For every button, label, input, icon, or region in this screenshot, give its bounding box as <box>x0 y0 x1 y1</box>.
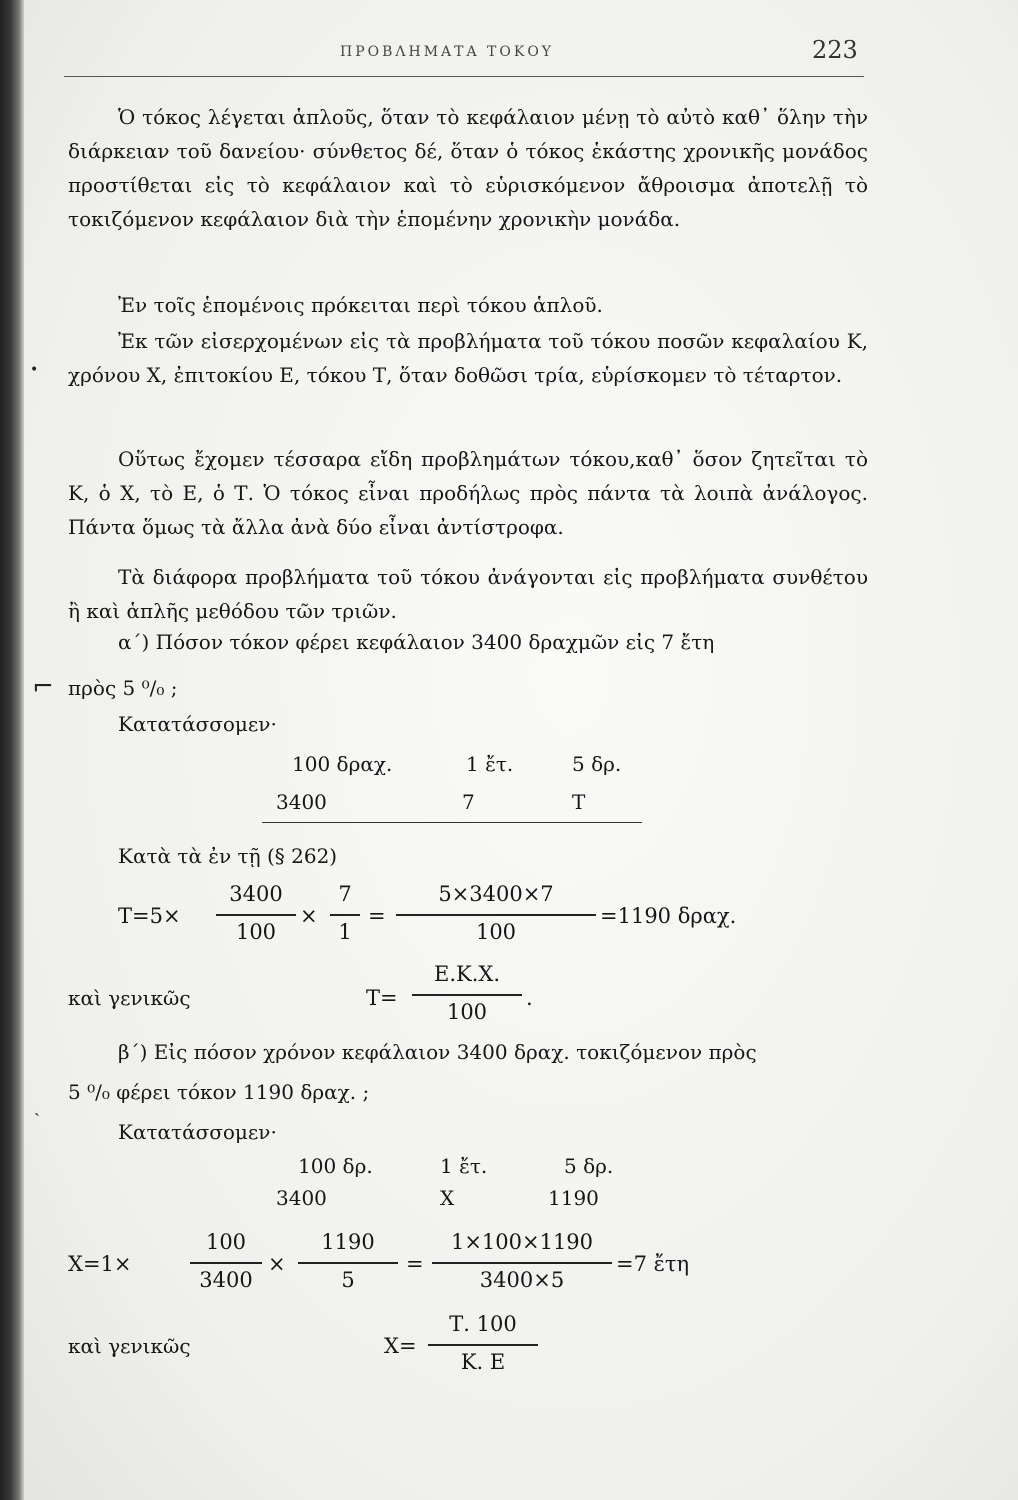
paragraph-four-kinds: Οὕτως ἔχομεν τέσσαρα εἴδη προβλημάτων τόκου,καθ᾿ ὅσον ζητεῖται τὸ Κ, ὁ Χ, τὸ Ε, ὁ Τ. Ὁ τόκος εἶναι προδήλως πρὸς πάντα τὰ λοιπὰ ἀνάλογος. Πάντα ὅμως τὰ ἄλλα ἀνὰ δύο εἶναι ἀντίστροφα. <box>68 447 868 539</box>
running-header: ΠΡΟΒΛΗΜΑΤΑ ΤΟΚΟΥ <box>340 44 555 60</box>
formula-a-num2: 7 <box>338 882 352 906</box>
margin-tick-mark: ⌐ <box>32 672 54 702</box>
formula-b-den3: 3400×5 <box>479 1268 565 1292</box>
formula-b-den1: 3400 <box>199 1268 253 1292</box>
formula-b-times: × <box>268 1252 286 1276</box>
page-number: 223 <box>812 36 858 64</box>
header-rule <box>64 76 864 77</box>
general-a-num: Ε.Κ.Χ. <box>434 962 500 986</box>
book-binding-shadow <box>0 0 24 1500</box>
problem-b-row2-time: Χ <box>440 1186 455 1210</box>
formula-b-den2: 5 <box>341 1268 355 1292</box>
margin-pencil-mark: ˎ <box>34 1096 40 1117</box>
general-b-bar <box>428 1344 538 1346</box>
problem-a-question: α΄) Πόσον τόκον φέρει κεφάλαιον 3400 δραχμῶν εἰς 7 ἔτη <box>118 630 715 654</box>
general-a-den: 100 <box>446 1000 488 1024</box>
formula-a-lhs: Τ=5× <box>118 904 181 928</box>
formula-a-num3: 5×3400×7 <box>438 882 554 906</box>
formula-b-result: =7 ἔτη <box>616 1252 690 1276</box>
margin-dot-mark: • <box>30 362 39 378</box>
problem-a-row2-time: 7 <box>462 790 475 814</box>
paragraph-definition: Ὁ τόκος λέγεται ἁπλοῦς, ὅταν τὸ κεφάλαιον μένῃ τὸ αὐτὸ καθ᾿ ὅλην τὴν διάρκειαν τοῦ δανείου· σύνθετος δέ, ὅταν ὁ τόκος ἑκάστης χρονικῆς μονάδος προστίθεται εἰς τὸ κεφάλαιον καὶ τὸ εὑρισκόμενον ἄθροισμα ἀποτελῇ τὸ τοκιζόμενον κεφάλαιον διὰ τὴν ἑπομένην χρονικὴν μονάδα. <box>68 105 868 231</box>
formula-b-num3: 1×100×1190 <box>450 1230 594 1254</box>
problem-b-row2-capital: 3400 <box>276 1186 327 1210</box>
problem-a-general-label: καὶ γενικῶς <box>68 986 191 1010</box>
formula-b-bar3 <box>432 1262 612 1264</box>
formula-b-equals: = <box>406 1252 424 1276</box>
problem-a-row2-capital: 3400 <box>276 790 327 814</box>
problem-a-row1-time: 1 ἔτ. <box>466 752 514 776</box>
formula-b-bar2 <box>298 1262 398 1264</box>
problem-a-row1-capital: 100 δραχ. <box>292 752 393 776</box>
general-b-num: Τ. 100 <box>449 1312 517 1336</box>
problem-b-general-label: καὶ γενικῶς <box>68 1334 191 1358</box>
formula-a-bar3 <box>396 914 596 916</box>
problem-b-row2-interest: 1190 <box>548 1186 599 1210</box>
problem-b-question: β΄) Εἰς πόσον χρόνον κεφάλαιον 3400 δραχ. τοκιζόμενον πρὸς <box>118 1040 757 1064</box>
problem-a-table-rule <box>262 822 642 823</box>
general-b-lhs: Χ= <box>384 1334 417 1358</box>
formula-a-bar1 <box>216 914 296 916</box>
formula-a-den2: 1 <box>338 920 352 944</box>
problem-a-row1-interest: 5 δρ. <box>572 752 622 776</box>
formula-a-bar2 <box>330 914 360 916</box>
formula-a-den3: 100 <box>475 920 517 944</box>
problem-b-question-cont: 5 ⁰/₀ φέρει τόκον 1190 δραχ. ; <box>68 1080 370 1104</box>
problem-a-row2-interest: Τ <box>572 790 586 814</box>
formula-a-result: =1190 δραχ. <box>600 904 737 928</box>
paragraph-reduction: Τὰ διάφορα προβλήματα τοῦ τόκου ἀνάγονται εἰς προβλήματα συνθέτου ἢ καὶ ἁπλῆς μεθόδου τῶν τριῶν. <box>68 565 868 623</box>
formula-a-den1: 100 <box>235 920 277 944</box>
formula-b-bar1 <box>190 1262 262 1264</box>
formula-b-num1: 100 <box>205 1230 247 1254</box>
problem-a-question-cont: πρὸς 5 ⁰/₀ ; <box>68 676 178 700</box>
problem-b-row1-time: 1 ἔτ. <box>440 1154 488 1178</box>
formula-b-num2: 1190 <box>321 1230 375 1254</box>
general-a-period: . <box>526 986 533 1010</box>
formula-a-equals: = <box>368 904 386 928</box>
paragraph-quantities: Ἐκ τῶν εἰσερχομένων εἰς τὰ προβλήματα τοῦ τόκου ποσῶν κεφαλαίου Κ, χρόνου Χ, ἐπιτοκίου Ε, τόκου Τ, ὅταν δοθῶσι τρία, εὑρίσκομεν τὸ τέταρτον. <box>68 329 868 387</box>
general-b-den: Κ. Ε <box>460 1350 506 1374</box>
general-a-lhs: Τ= <box>366 986 398 1010</box>
problem-b-arrange: Κατατάσσομεν· <box>118 1120 277 1144</box>
formula-a-num1: 3400 <box>229 882 283 906</box>
problem-a-reference: Κατὰ τὰ ἐν τῇ (§ 262) <box>118 844 338 868</box>
problem-b-row1-interest: 5 δρ. <box>564 1154 614 1178</box>
formula-a-times: × <box>300 904 318 928</box>
paragraph-simple-interest: Ἐν τοῖς ἑπομένοις πρόκειται περὶ τόκου ἁπλοῦ. <box>118 293 603 317</box>
problem-a-arrange: Κατατάσσομεν· <box>118 712 277 736</box>
problem-b-row1-capital: 100 δρ. <box>298 1154 373 1178</box>
formula-b-lhs: Χ=1× <box>68 1252 132 1276</box>
general-a-bar <box>412 994 522 996</box>
